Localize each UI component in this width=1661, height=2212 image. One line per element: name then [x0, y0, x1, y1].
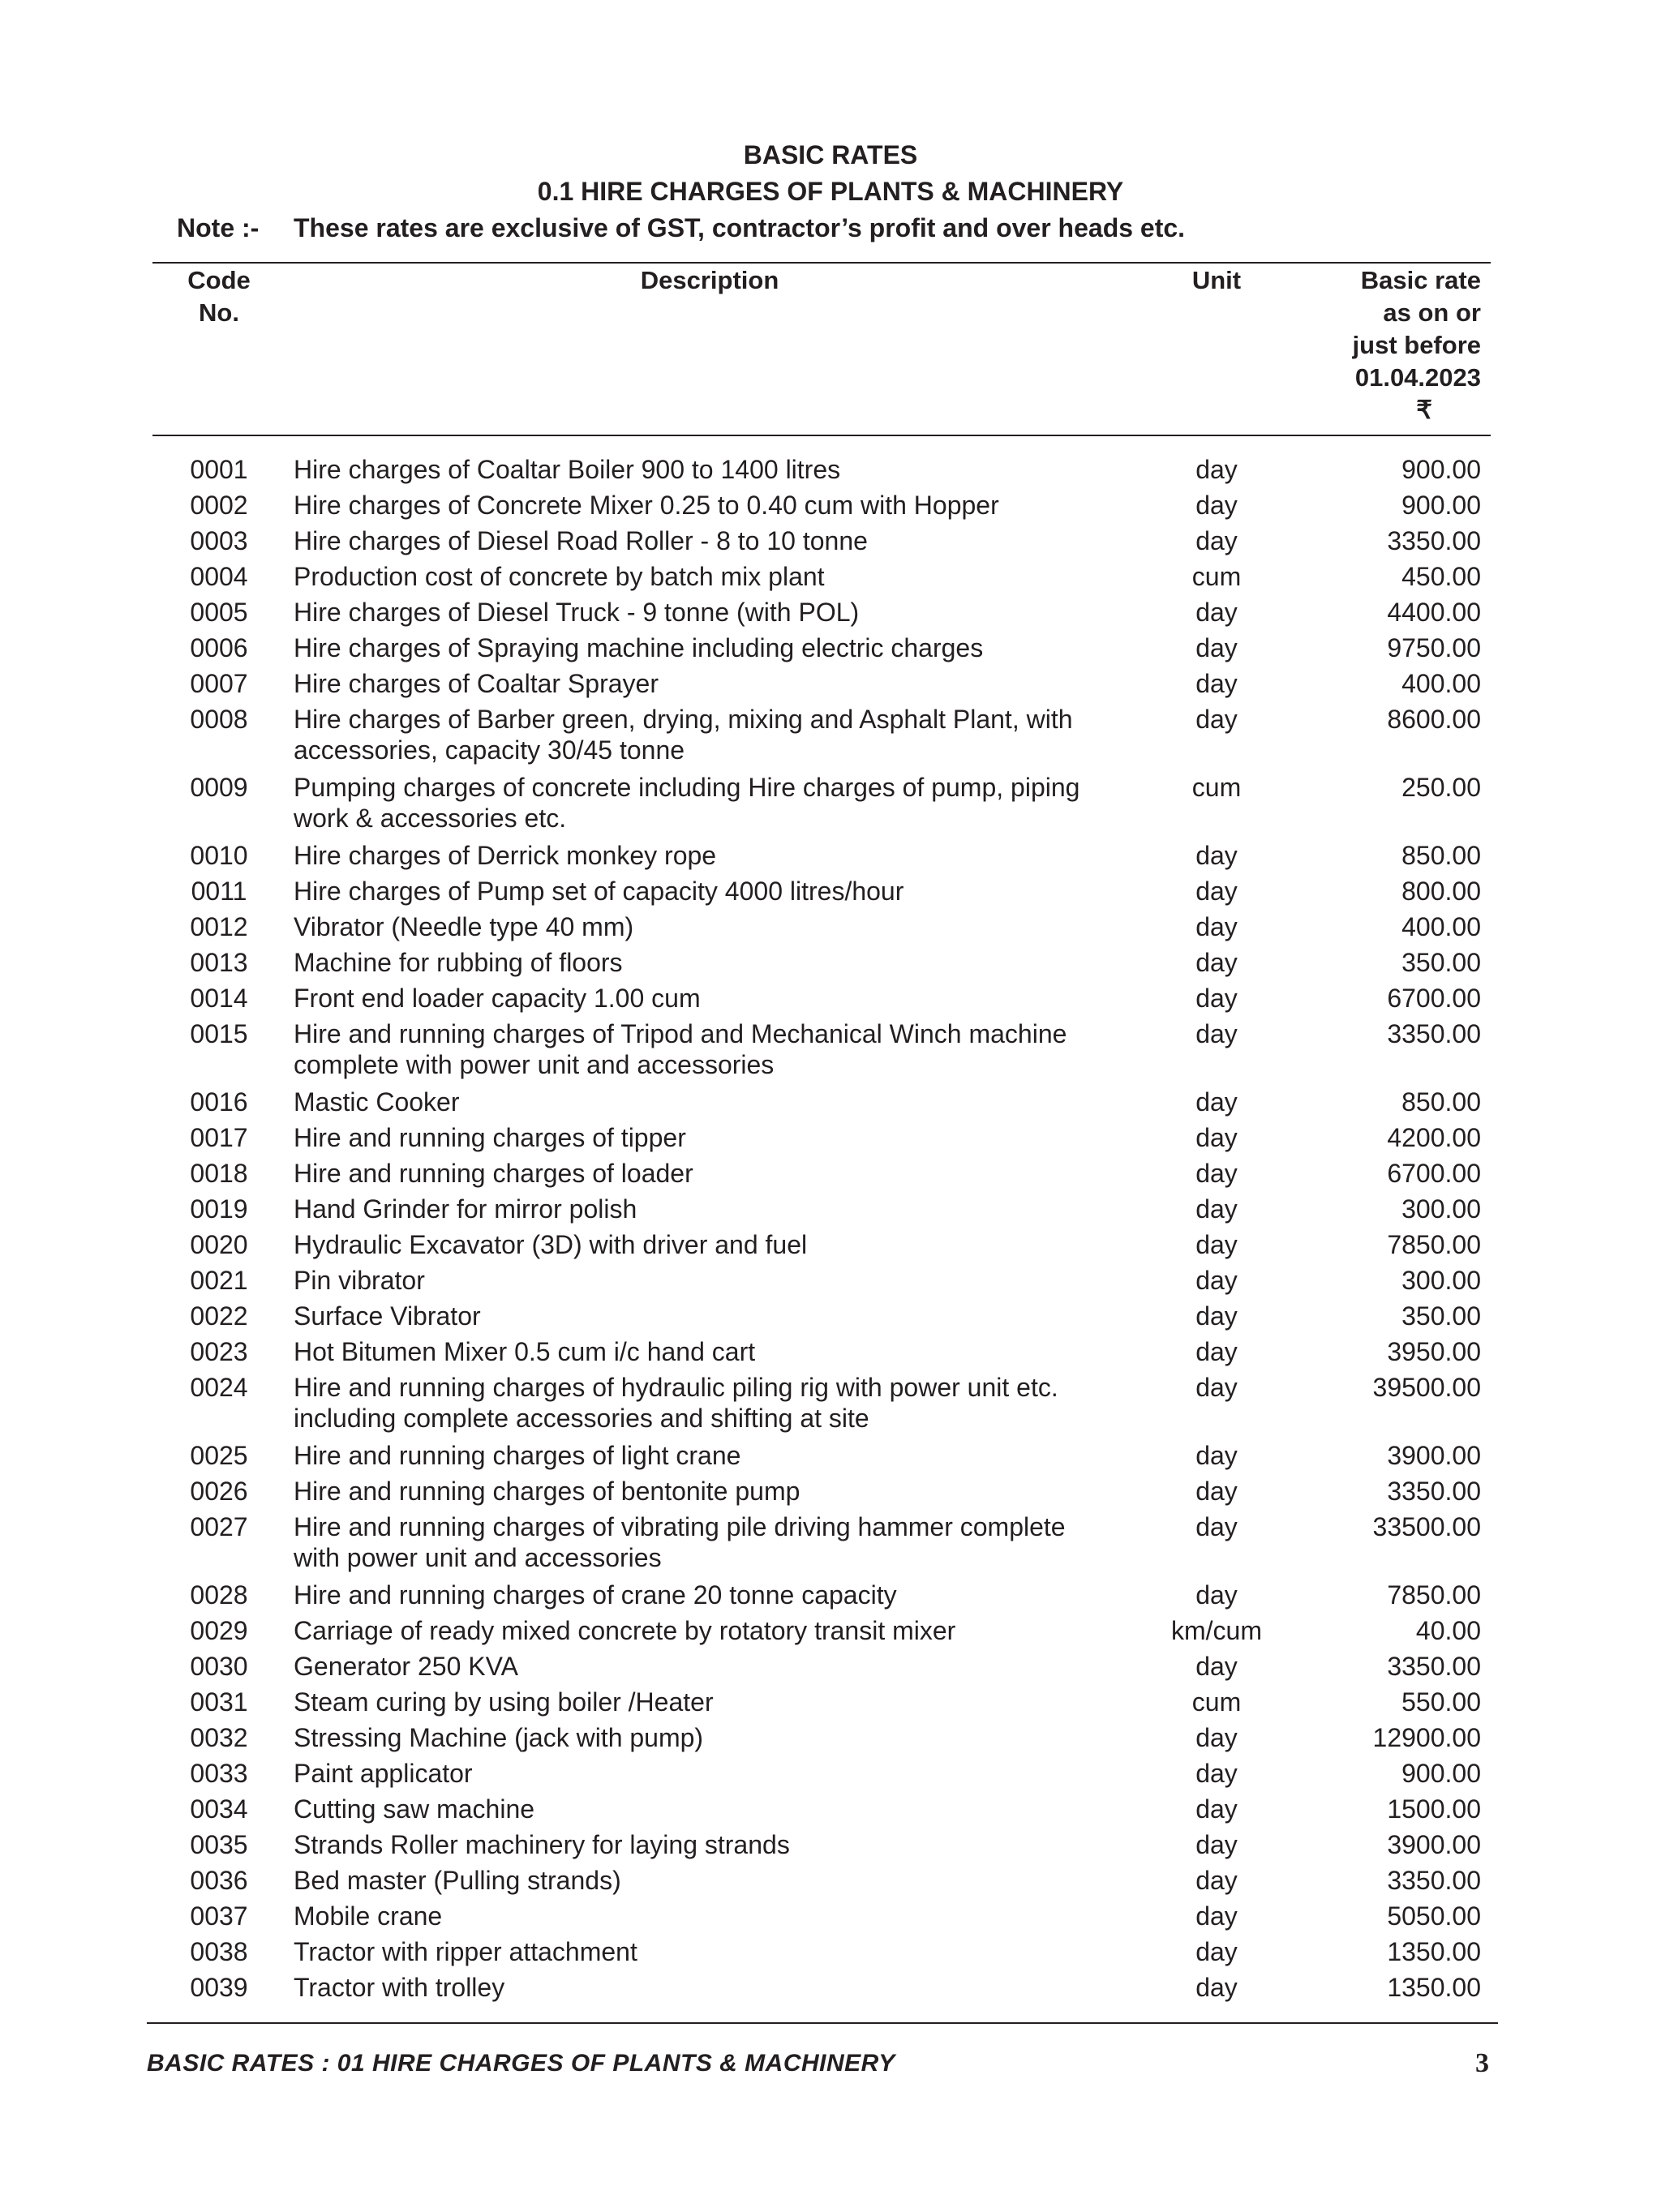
row-description-line: Production cost of concrete by batch mix plant	[294, 562, 825, 591]
row-description-line: Hire and running charges of tipper	[294, 1123, 686, 1152]
table-row	[0, 876, 1661, 911]
row-unit: day	[1195, 948, 1238, 977]
row-description	[294, 1758, 1121, 1789]
row-code: 0038	[190, 1937, 248, 1966]
row-description	[294, 1901, 1121, 1931]
row-rate: 1350.00	[1387, 1937, 1481, 1966]
row-description-line: Hire charges of Diesel Truck - 9 tonne (with POL)	[294, 598, 860, 627]
row-rate: 6700.00	[1387, 1159, 1481, 1188]
row-unit: day	[1195, 984, 1238, 1013]
row-description	[294, 1265, 1121, 1296]
row-code: 0017	[190, 1123, 248, 1152]
row-description-line: Carriage of ready mixed concrete by rotatory transit mixer	[294, 1616, 956, 1645]
table-row	[0, 632, 1661, 668]
row-rate: 4200.00	[1387, 1123, 1481, 1152]
row-unit: cum	[1191, 773, 1242, 802]
row-code: 0012	[190, 912, 248, 941]
header-basic-rate	[1298, 264, 1481, 427]
row-code: 0009	[190, 773, 248, 802]
row-code: 0001	[190, 455, 248, 484]
row-unit: day	[1195, 705, 1238, 734]
row-description-line: Bed master (Pulling strands)	[294, 1866, 621, 1895]
table-row	[0, 1794, 1661, 1829]
page-title: BASIC RATES	[743, 140, 918, 169]
row-unit: day	[1195, 1337, 1238, 1366]
row-description	[294, 1722, 1121, 1753]
section-title: 0.1 HIRE CHARGES OF PLANTS & MACHINERY	[537, 177, 1124, 206]
header-unit: Unit	[1191, 266, 1242, 294]
rupee-symbol: ₹	[1416, 396, 1432, 424]
row-unit: day	[1195, 1301, 1238, 1331]
row-unit: cum	[1191, 562, 1242, 591]
table-row	[0, 1476, 1661, 1511]
row-rate: 350.00	[1401, 948, 1481, 977]
row-unit: day	[1195, 1901, 1238, 1931]
row-code: 0025	[190, 1441, 248, 1470]
row-rate: 4400.00	[1387, 598, 1481, 627]
row-unit: day	[1195, 1973, 1238, 2002]
row-rate: 1500.00	[1387, 1794, 1481, 1824]
row-rate: 850.00	[1401, 841, 1481, 870]
row-description-line: Stressing Machine (jack with pump)	[294, 1723, 704, 1752]
row-unit: day	[1195, 1512, 1238, 1541]
page-number: 3	[1475, 2048, 1489, 2078]
row-unit: day	[1195, 1580, 1238, 1610]
row-description	[294, 1972, 1121, 2003]
row-code: 0014	[190, 984, 248, 1013]
table-row	[0, 704, 1661, 772]
row-unit: day	[1195, 1441, 1238, 1470]
row-unit: day	[1195, 841, 1238, 870]
table-row	[0, 983, 1661, 1018]
row-unit: day	[1195, 633, 1238, 662]
row-rate: 7850.00	[1387, 1580, 1481, 1610]
row-description	[294, 1580, 1121, 1610]
row-code: 0006	[190, 633, 248, 662]
row-description-line: Hire and running charges of light crane	[294, 1441, 741, 1470]
row-code: 0021	[190, 1266, 248, 1295]
table-row	[0, 490, 1661, 525]
row-unit: day	[1195, 1794, 1238, 1824]
footer-caption: BASIC RATES : 01 HIRE CHARGES OF PLANTS & MACHINERY	[147, 2050, 895, 2077]
row-code: 0031	[190, 1687, 248, 1717]
row-description-line: Surface Vibrator	[294, 1301, 481, 1331]
row-code: 0029	[190, 1616, 248, 1645]
table-row	[0, 1829, 1661, 1865]
row-rate: 40.00	[1415, 1616, 1481, 1645]
row-unit: day	[1195, 1159, 1238, 1188]
row-unit: cum	[1191, 1687, 1242, 1717]
row-description	[294, 1829, 1121, 1860]
row-description-line: Hire and running charges of crane 20 tonne capacity	[294, 1580, 897, 1610]
row-rate: 12900.00	[1372, 1723, 1481, 1752]
header-bottom-rule	[152, 435, 1491, 436]
row-description-line: complete with power unit and accessories	[294, 1050, 775, 1079]
table-top-rule	[152, 262, 1491, 264]
row-code: 0010	[190, 841, 248, 870]
row-rate: 6700.00	[1387, 984, 1481, 1013]
table-row	[0, 772, 1661, 840]
row-rate: 8600.00	[1387, 705, 1481, 734]
row-description-line: Tractor with trolley	[294, 1973, 505, 2002]
row-description-line: Hire and running charges of vibrating pile driving hammer complete	[294, 1512, 1066, 1541]
row-description	[294, 983, 1121, 1014]
row-description	[294, 772, 1121, 834]
row-rate: 300.00	[1401, 1266, 1481, 1295]
row-description	[294, 1615, 1121, 1646]
table-row	[0, 1158, 1661, 1194]
row-description	[294, 1301, 1121, 1331]
header-code-line1: Code	[187, 266, 251, 294]
row-description	[294, 1087, 1121, 1117]
row-rate: 3350.00	[1387, 1652, 1481, 1681]
row-rate: 7850.00	[1387, 1230, 1481, 1259]
row-description	[294, 876, 1121, 907]
row-code: 0027	[190, 1512, 248, 1541]
row-code: 0004	[190, 562, 248, 591]
table-row	[0, 1615, 1661, 1651]
row-code: 0024	[190, 1373, 248, 1402]
row-unit: day	[1195, 491, 1238, 520]
row-code: 0002	[190, 491, 248, 520]
row-description-line: Strands Roller machinery for laying strands	[294, 1830, 790, 1859]
row-description	[294, 668, 1121, 699]
row-rate: 9750.00	[1387, 633, 1481, 662]
row-rate: 300.00	[1401, 1194, 1481, 1224]
row-code: 0015	[190, 1019, 248, 1048]
row-description	[294, 1194, 1121, 1224]
row-unit: day	[1195, 1373, 1238, 1402]
row-description-line: Vibrator (Needle type 40 mm)	[294, 912, 634, 941]
row-description	[294, 1122, 1121, 1153]
row-rate: 350.00	[1401, 1301, 1481, 1331]
table-row	[0, 1194, 1661, 1229]
row-description-line: Front end loader capacity 1.00 cum	[294, 984, 701, 1013]
row-description-line: Pumping charges of concrete including Hire charges of pump, piping	[294, 773, 1080, 802]
row-description-line: Hire and running charges of bentonite pump	[294, 1477, 800, 1506]
row-description	[294, 1372, 1121, 1434]
row-code: 0018	[190, 1159, 248, 1188]
row-rate: 900.00	[1401, 455, 1481, 484]
header-description: Description	[640, 266, 779, 294]
row-code: 0016	[190, 1087, 248, 1117]
row-unit: day	[1195, 912, 1238, 941]
table-row	[0, 561, 1661, 597]
row-code: 0034	[190, 1794, 248, 1824]
row-code: 0033	[190, 1759, 248, 1788]
row-rate: 3350.00	[1387, 526, 1481, 555]
row-description	[294, 1476, 1121, 1507]
row-rate: 3950.00	[1387, 1337, 1481, 1366]
table-row	[0, 668, 1661, 704]
table-row	[0, 1122, 1661, 1158]
row-rate: 3350.00	[1387, 1019, 1481, 1048]
row-unit: day	[1195, 1652, 1238, 1681]
row-unit: day	[1195, 1087, 1238, 1117]
row-description	[294, 1936, 1121, 1967]
row-code: 0026	[190, 1477, 248, 1506]
row-code: 0039	[190, 1973, 248, 2002]
row-rate: 3900.00	[1387, 1441, 1481, 1470]
row-rate: 900.00	[1401, 1759, 1481, 1788]
row-description-line: Hot Bitumen Mixer 0.5 cum i/c hand cart	[294, 1337, 756, 1366]
header-code-line2: No.	[199, 298, 239, 327]
row-description-line: Mobile crane	[294, 1901, 443, 1931]
table-row	[0, 1301, 1661, 1336]
table-row	[0, 1651, 1661, 1687]
row-description	[294, 840, 1121, 871]
row-code: 0020	[190, 1230, 248, 1259]
header-rate-line1: Basic rate	[1360, 266, 1481, 294]
row-description-line: Hire charges of Coaltar Sprayer	[294, 669, 659, 698]
row-code: 0019	[190, 1194, 248, 1224]
row-description	[294, 1511, 1121, 1573]
row-rate: 3900.00	[1387, 1830, 1481, 1859]
row-description-line: Hand Grinder for mirror polish	[294, 1194, 637, 1224]
row-description	[294, 1229, 1121, 1260]
row-description	[294, 1651, 1121, 1682]
row-rate: 39500.00	[1372, 1373, 1481, 1402]
row-code: 0037	[190, 1901, 248, 1931]
row-unit: km/cum	[1171, 1616, 1262, 1645]
row-description	[294, 632, 1121, 663]
row-description-line: Generator 250 KVA	[294, 1652, 518, 1681]
row-rate: 3350.00	[1387, 1477, 1481, 1506]
row-unit: day	[1195, 877, 1238, 906]
row-unit: day	[1195, 669, 1238, 698]
row-rate: 450.00	[1401, 562, 1481, 591]
row-description-line: Pin vibrator	[294, 1266, 425, 1295]
rates-table-body	[0, 454, 1661, 2008]
row-description-line: Paint applicator	[294, 1759, 473, 1788]
row-code: 0036	[190, 1866, 248, 1895]
row-rate: 400.00	[1401, 669, 1481, 698]
row-description	[294, 490, 1121, 521]
table-row	[0, 1758, 1661, 1794]
row-code: 0032	[190, 1723, 248, 1752]
row-description-line: Hire charges of Pump set of capacity 4000 litres/hour	[294, 877, 904, 906]
table-row	[0, 597, 1661, 632]
table-row	[0, 1687, 1661, 1722]
table-row	[0, 454, 1661, 490]
row-rate: 550.00	[1401, 1687, 1481, 1717]
row-description-line: Steam curing by using boiler /Heater	[294, 1687, 714, 1717]
row-description	[294, 1336, 1121, 1367]
row-description-line: with power unit and accessories	[294, 1543, 662, 1572]
row-unit: day	[1195, 1759, 1238, 1788]
row-description	[294, 1440, 1121, 1471]
row-code: 0003	[190, 526, 248, 555]
header-rate-line4: 01.04.2023	[1354, 363, 1481, 392]
row-rate: 900.00	[1401, 491, 1481, 520]
row-description-line: Hire and running charges of Tripod and Mechanical Winch machine	[294, 1019, 1067, 1048]
row-description-line: Hire charges of Barber green, drying, mixing and Asphalt Plant, with	[294, 705, 1073, 734]
row-description	[294, 561, 1121, 592]
row-rate: 33500.00	[1372, 1512, 1481, 1541]
row-unit: day	[1195, 598, 1238, 627]
row-description-line: Hire charges of Derrick monkey rope	[294, 841, 717, 870]
row-description	[294, 597, 1121, 628]
row-unit: day	[1195, 526, 1238, 555]
row-description-line: Mastic Cooker	[294, 1087, 460, 1117]
row-rate: 400.00	[1401, 912, 1481, 941]
row-rate: 250.00	[1401, 773, 1481, 802]
row-description-line: Hire charges of Diesel Road Roller - 8 to 10 tonne	[294, 526, 868, 555]
row-description-line: work & accessories etc.	[294, 804, 567, 833]
table-row	[0, 1722, 1661, 1758]
table-row	[0, 1580, 1661, 1615]
row-unit: day	[1195, 455, 1238, 484]
row-description-line: Hire and running charges of hydraulic piling rig with power unit etc.	[294, 1373, 1058, 1402]
header-code	[162, 264, 276, 329]
row-code: 0008	[190, 705, 248, 734]
row-unit: day	[1195, 1266, 1238, 1295]
table-row	[0, 1936, 1661, 1972]
row-description-line: Machine for rubbing of floors	[294, 948, 623, 977]
row-description-line: Cutting saw machine	[294, 1794, 535, 1824]
row-code: 0028	[190, 1580, 248, 1610]
row-unit: day	[1195, 1830, 1238, 1859]
row-description-line: Hire charges of Coaltar Boiler 900 to 1400 litres	[294, 455, 841, 484]
row-rate: 800.00	[1401, 877, 1481, 906]
table-row	[0, 1265, 1661, 1301]
row-code: 0035	[190, 1830, 248, 1859]
table-row	[0, 1901, 1661, 1936]
table-row	[0, 947, 1661, 983]
note-text: These rates are exclusive of GST, contractor’s profit and over heads etc.	[294, 213, 1186, 242]
row-description-line: accessories, capacity 30/45 tonne	[294, 735, 685, 765]
header-rate-line3: just before	[1352, 331, 1481, 359]
row-description	[294, 1018, 1121, 1080]
row-unit: day	[1195, 1194, 1238, 1224]
table-row	[0, 1972, 1661, 2008]
table-row	[0, 1511, 1661, 1580]
row-description	[294, 525, 1121, 556]
row-description	[294, 1158, 1121, 1189]
row-code: 0030	[190, 1652, 248, 1681]
row-unit: day	[1195, 1937, 1238, 1966]
row-description-line: including complete accessories and shifting at site	[294, 1404, 869, 1433]
table-row	[0, 911, 1661, 947]
table-row	[0, 1229, 1661, 1265]
row-code: 0023	[190, 1337, 248, 1366]
table-row	[0, 1440, 1661, 1476]
note-label: Note :-	[177, 213, 260, 242]
row-description-line: Hydraulic Excavator (3D) with driver and fuel	[294, 1230, 808, 1259]
footer-rule	[147, 2022, 1498, 2024]
row-unit: day	[1195, 1019, 1238, 1048]
row-description-line: Hire charges of Spraying machine including electric charges	[294, 633, 984, 662]
row-description	[294, 911, 1121, 942]
row-code: 0005	[190, 598, 248, 627]
row-description	[294, 1865, 1121, 1896]
row-rate: 1350.00	[1387, 1973, 1481, 2002]
table-row	[0, 525, 1661, 561]
row-description	[294, 1687, 1121, 1717]
row-unit: day	[1195, 1123, 1238, 1152]
row-rate: 850.00	[1401, 1087, 1481, 1117]
table-row	[0, 1372, 1661, 1440]
table-row	[0, 1865, 1661, 1901]
row-description	[294, 947, 1121, 978]
row-code: 0013	[190, 948, 248, 977]
row-description-line: Tractor with ripper attachment	[294, 1937, 637, 1966]
table-row	[0, 1087, 1661, 1122]
row-description	[294, 454, 1121, 485]
row-code: 0007	[190, 669, 248, 698]
table-row	[0, 1336, 1661, 1372]
row-description-line: Hire charges of Concrete Mixer 0.25 to 0.40 cum with Hopper	[294, 491, 999, 520]
row-unit: day	[1195, 1723, 1238, 1752]
row-rate: 3350.00	[1387, 1866, 1481, 1895]
row-description-line: Hire and running charges of loader	[294, 1159, 693, 1188]
row-unit: day	[1195, 1866, 1238, 1895]
row-unit: day	[1195, 1477, 1238, 1506]
row-description	[294, 1794, 1121, 1824]
table-row	[0, 840, 1661, 876]
row-unit: day	[1195, 1230, 1238, 1259]
row-description	[294, 704, 1121, 765]
table-row	[0, 1018, 1661, 1087]
row-code: 0022	[190, 1301, 248, 1331]
row-code: 0011	[191, 877, 247, 906]
row-rate: 5050.00	[1387, 1901, 1481, 1931]
header-rate-line2: as on or	[1383, 298, 1481, 327]
